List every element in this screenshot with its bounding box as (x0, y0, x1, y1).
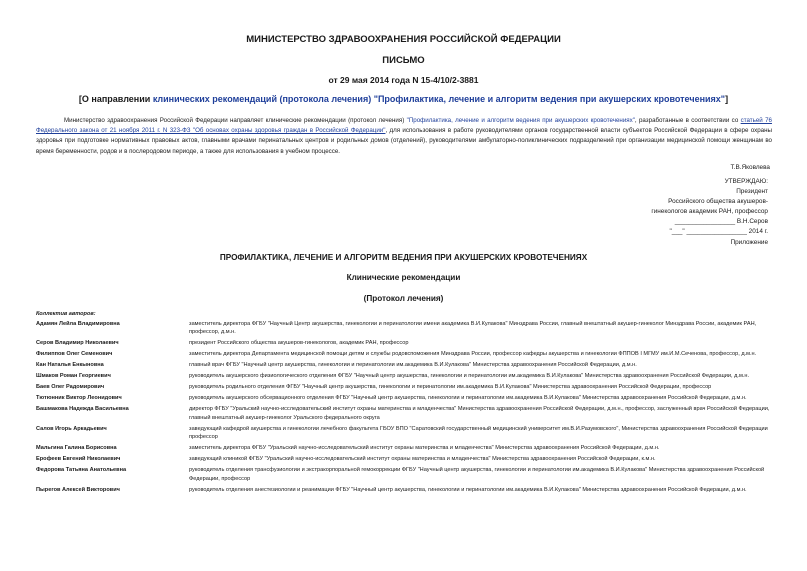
author-row (36, 361, 772, 369)
author-description: директор ФГБУ "Уральский научно-исследовательский институт охраны материнства и младенчества" Министерства здравоохранения Российской Федерации, д.м.н., профессор, заслуженный врач Российской Федерации, главный внештатный акушер-гинеколог Уральского федерального округа (189, 406, 770, 421)
subject-link[interactable]: клинических рекомендаций (протокола лечения) "Профилактика, лечение и алгоритм ведения при акушерских кровотечениях" (152, 94, 726, 104)
author-description: президент Российского общества акушеров-гинекологов, академик РАН, профессор (189, 340, 409, 347)
subject-suffix: ] (725, 94, 729, 104)
date-and-number: от 29 мая 2014 года N 15-4/10/2-3881 (328, 75, 479, 85)
author-row (36, 383, 772, 391)
author-description: руководитель отделения трансфузиологии и экстракорпоральной гемокоррекции ФГБУ "Научный центр акушерства, гинекологии и перинатологии им.академика В.И.Кулакова" Министерства здравоохранения Российской Федерации, профессор (189, 467, 765, 482)
intro-link-federal-law[interactable]: статьей 76 Федерального закона от 21 ноября 2011 г. N 323-ФЗ "Об основах охраны здоровья граждан в Российской Федерации" (36, 117, 772, 135)
author-row (36, 486, 772, 494)
approval-line: _________________ В.Н.Серов (674, 218, 768, 226)
author-description: руководитель акушерского обсервационного отделения ФГБУ "Научный центр акушерства, гинекологии и перинатологии им.академика В.И.Кулакова" Министерства здравоохранения Российской Федерации, д.м.н. (189, 395, 747, 402)
author-name: Ерофеев Евгений Николаевич (36, 456, 121, 463)
intro-text-2: , разработанные в соответствии со (634, 117, 741, 124)
appendix-label: Приложение (730, 238, 768, 246)
authors-label: Коллектив авторов: (36, 311, 96, 317)
author-row (36, 350, 772, 358)
author-description: руководитель отделения анестезиологии и реанимации ФГБУ "Научный центр акушерства, гинекологии и перинатологии им.академика В.И.Кулакова" Министерства здравоохранения Российской Федерации, д.м.н. (189, 486, 747, 493)
approval-line: Президент (736, 188, 768, 196)
ministry-heading: МИНИСТЕРСТВО ЗДРАВООХРАНЕНИЯ РОССИЙСКОЙ ФЕДЕРАЦИИ (246, 34, 561, 45)
author-row (36, 320, 772, 337)
document-type: ПИСЬМО (382, 55, 425, 66)
intro-link-recommendations[interactable]: "Профилактика, лечение и алгоритм ведения при акушерских кровотечениях" (406, 117, 635, 124)
intro-text-1: Министерство здравоохранения Российской Федерации направляет клинические рекомендации (протокол лечения) (64, 117, 407, 124)
approval-line: "___" _________________ 2014 г. (669, 228, 768, 236)
approval-line: гинекологов академик РАН, профессор (651, 208, 768, 216)
author-name: Пырегов Алексей Викторович (36, 486, 120, 493)
author-name: Серов Владимир Николаевич (36, 340, 119, 347)
author-name: Кан Наталья Енкыновна (36, 362, 104, 369)
signatory-name: Т.В.Яковлева (730, 164, 770, 171)
author-row (36, 425, 772, 442)
author-description: заведующий клиникой ФГБУ "Уральский научно-исследовательский институт охраны материнства и младенчества" Министерства здравоохранения Российской Федерации, к.м.н. (189, 456, 656, 463)
approval-line: УТВЕРЖДАЮ: (724, 178, 768, 185)
authors-list (36, 320, 772, 497)
author-row (36, 405, 772, 422)
author-row (36, 444, 772, 452)
author-row (36, 455, 772, 463)
author-name: Мальгина Галина Борисовна (36, 445, 117, 452)
author-name: Федорова Татьяна Анатольевна (36, 467, 127, 474)
approval-line: Российского общества акушеров- (668, 198, 768, 206)
author-description: руководитель родильного отделения ФГБУ "Научный центр акушерства, гинекологии и перинатологии им.академика В.И.Кулакова" Министерства здравоохранения Российской Федерации, профессор (189, 384, 712, 391)
document-title: ПРОФИЛАКТИКА, ЛЕЧЕНИЕ И АЛГОРИТМ ВЕДЕНИЯ ПРИ АКУШЕРСКИХ КРОВОТЕЧЕНИЯХ (219, 253, 588, 262)
intro-text-3: , для использования в работе руководителями органов государственной власти субъектов Российской Федерации в сфере охраны здоровья при подготовке нормативных правовых актов, главными врачами перинатальных центров и родильных домов (отделений), руководителями амбулаторно-поликлинических подразделений при организации медицинской помощи женщинам во время беременности, родов и в послеродовом периоде, а также для использования в учебном процессе. (36, 127, 772, 155)
author-name: Салов Игорь Аркадьевич (36, 425, 107, 432)
author-name: Тютюнник Виктор Леонидович (36, 395, 122, 402)
author-description: заместитель директора ФГБУ "Уральский научно-исследовательский институт охраны материнства и младенчества" Министерства здравоохранения Российской Федерации, д.м.н. (189, 445, 660, 452)
author-description: руководитель акушерского физиологического отделения ФГБУ "Научный центр акушерства, гинекологии и перинатологии им.академика В.И.Кулакова" Министерства здравоохранения Российской Федерации, д.м.н. (189, 373, 750, 380)
approval-block (600, 177, 768, 248)
author-name: Башмакова Надежда Васильевна (36, 406, 129, 413)
author-description: заведующий кафедрой акушерства и гинекологии лечебного факультета ГБОУ ВПО "Саратовский государственный медицинский университет им.В.И.Разумовского", Министерства здравоохранения Российской Федерации профессор (189, 425, 768, 441)
author-name: Филиппов Олег Семенович (36, 351, 113, 358)
letter-subject (0, 94, 807, 104)
author-row (36, 466, 772, 483)
author-description: заместитель директора Департамента медицинской помощи детям и службы родовспоможения Минздрава России, профессор кафедры акушерства и гинекологии ФППОВ I МГМУ им.И.М.Сеченова, профессор, д.м.н. (189, 351, 757, 358)
author-row (36, 339, 772, 347)
author-row (36, 372, 772, 380)
author-name: Адамян Лейла Владимировна (36, 321, 120, 327)
author-name: Баев Олег Радомирович (36, 384, 105, 391)
author-description: заместитель директора ФГБУ "Научный Центр акушерства, гинекологии и перинатологии имени академика В.И.Кулакова" Минздрава России, главный внештатный акушер-гинеколог Минздрава России, академик РАН, профессор, д.м.н. (189, 321, 757, 336)
subject-prefix: [О направлении (78, 94, 153, 104)
author-row (36, 394, 772, 402)
intro-paragraph (36, 116, 772, 157)
document-subtitle: Клинические рекомендации (346, 273, 461, 282)
protocol-label: (Протокол лечения) (363, 294, 444, 303)
author-name: Шмаков Роман Георгиевич (36, 373, 111, 380)
author-description: главный врач ФГБУ "Научный центр акушерства, гинекологии и перинатологии им.академика В.И.Кулакова" Министерства здравоохранения Российской Федерации, д.м.н. (189, 362, 637, 369)
